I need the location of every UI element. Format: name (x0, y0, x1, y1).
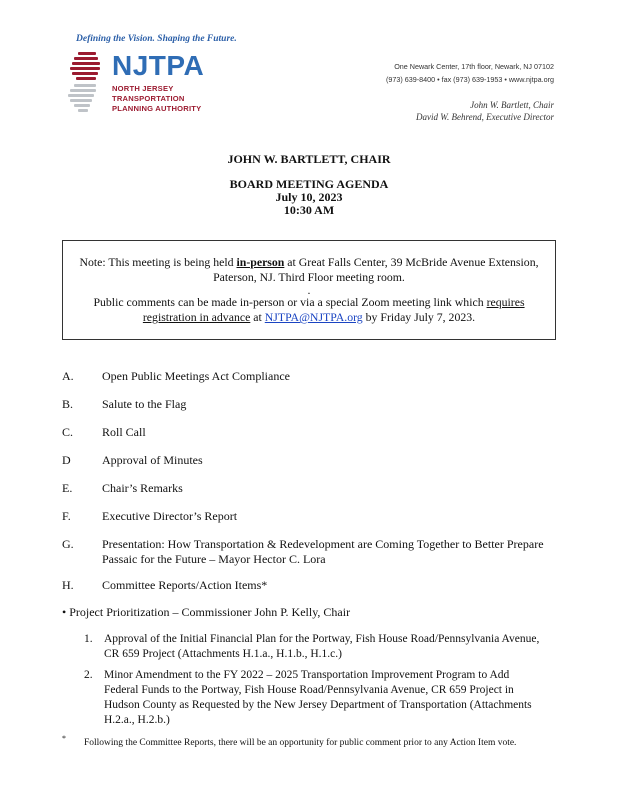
org-name-line-3: PLANNING AUTHORITY (112, 104, 202, 113)
committee-heading: • Project Prioritization – Commissioner John P. Kelly, Chair (62, 605, 351, 619)
note-line-1: Note: This meeting is being held in-person at Great Falls Center, 39 McBride Avenue Extension, (79, 255, 539, 269)
org-name-line-2: TRANSPORTATION (112, 94, 185, 103)
meeting-note-box (62, 240, 556, 340)
footnote-text: Following the Committee Reports, there will be an opportunity for public comment prior to any Action Item vote. (84, 738, 517, 748)
note-line-4: registration in advance at NJTPA@NJTPA.org by Friday July 7, 2023. (142, 310, 476, 324)
note-line-3: Public comments can be made in-person or via a special Zoom meeting link which requires (93, 295, 525, 309)
in-person-emphasis: in-person (236, 255, 285, 269)
address: One Newark Center, 17th floor, Newark, NJ 07102 (394, 62, 554, 71)
chair-heading: JOHN W. BARTLETT, CHAIR (227, 152, 391, 166)
committee-item-1: 1. Approval of the Initial Financial Plan for the Portway, Fish House Road/Pennsylvania Avenue, CR 659 Project (Attachments H.1.a., H.1.b., H.1.c.) (84, 633, 540, 660)
meeting-date: July 10, 2023 (275, 190, 343, 204)
director-name: David W. Behrend, Executive Director (416, 112, 554, 122)
tagline: Defining the Vision. Shaping the Future. (76, 34, 237, 44)
logo-text: NJTPA (112, 50, 205, 81)
nj-state-logo (64, 46, 110, 122)
note-line-2: Paterson, NJ. Third Floor meeting room. (213, 270, 405, 284)
phone-fax-web: (973) 639-8400 • fax (973) 639-1953 • www.njtpa.org (385, 75, 554, 84)
requires-link-text: requires (486, 295, 525, 309)
note-dot: . (307, 283, 311, 297)
footnote-marker: * (62, 734, 66, 743)
committee-item-2: 2. Minor Amendment to the FY 2022 – 2025 Transportation Improvement Program to Add Federal Funds to the Portway, Fish House Road/Pennsylvania Avenue, CR 659 Project in Hudson County as Requested by the New Jersey Department of Transportation (Attachments H.2.a., H.2.b.) (84, 669, 532, 726)
agenda-heading: BOARD MEETING AGENDA (229, 177, 389, 191)
org-name-line-1: NORTH JERSEY (112, 84, 174, 93)
email-link[interactable]: NJTPA@NJTPA.org (264, 310, 363, 324)
bullet-icon: • (62, 605, 67, 619)
meeting-time: 10:30 AM (283, 203, 335, 217)
registration-link-text: registration in advance (142, 310, 251, 324)
chair-name: John W. Bartlett, Chair (470, 100, 554, 110)
